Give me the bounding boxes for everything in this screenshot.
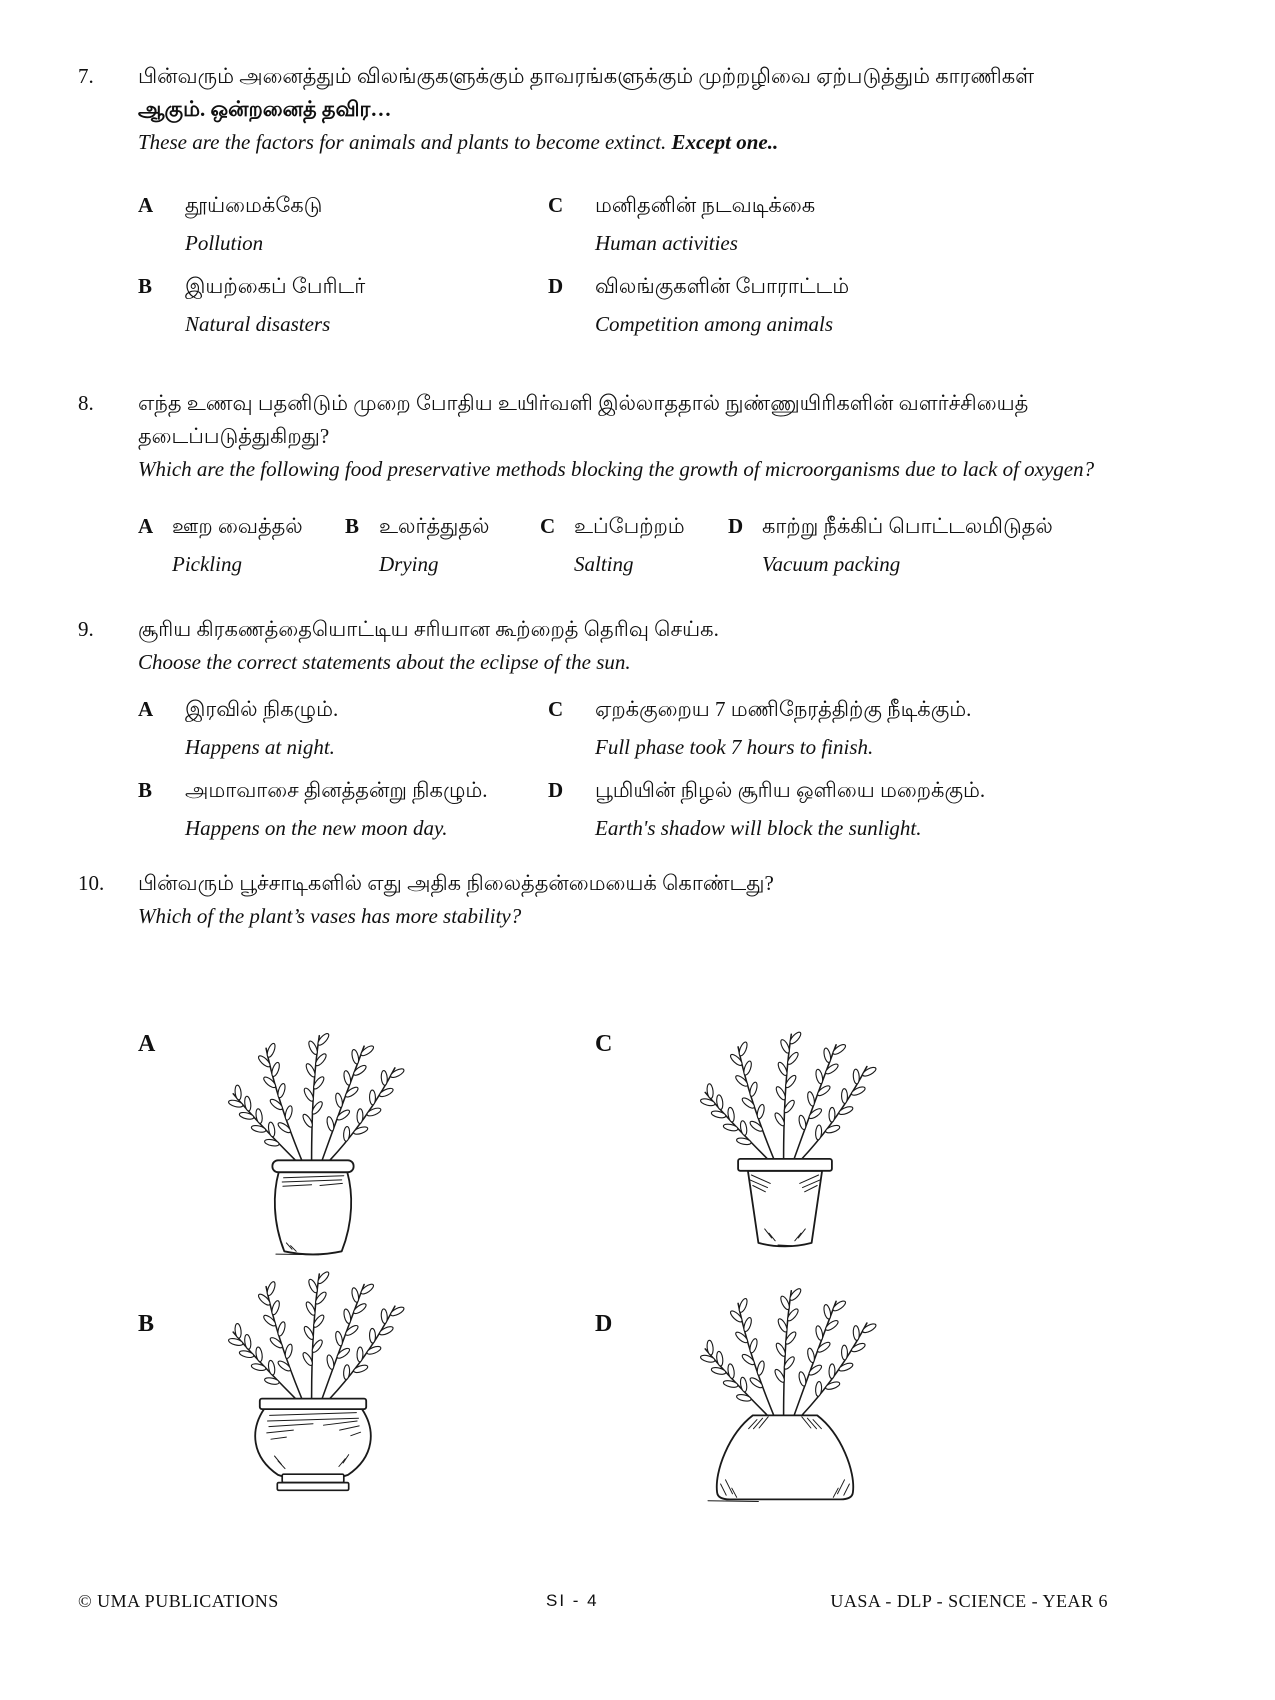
option-9c bbox=[548, 693, 1190, 764]
figure-option-d bbox=[595, 1267, 1190, 1507]
option-8a bbox=[138, 510, 345, 581]
option-english: Vacuum packing bbox=[762, 552, 901, 576]
page-code: SI - 4 bbox=[546, 1591, 599, 1610]
option-tamil: அமாவாசை தினத்தன்று நிகழும். bbox=[185, 778, 488, 802]
plant-in-flower-pot-illustration bbox=[680, 1021, 890, 1259]
option-9d bbox=[548, 774, 1190, 845]
option-letter: A bbox=[138, 697, 154, 721]
option-english: Pollution bbox=[185, 231, 264, 255]
option-tamil: தூய்மைக்கேடு bbox=[185, 193, 323, 217]
figure-letter-b: B bbox=[138, 1311, 155, 1337]
question-8-options bbox=[138, 510, 1190, 581]
figure-letter-a: A bbox=[138, 1031, 156, 1057]
option-english: Full phase took 7 hours to finish. bbox=[595, 735, 874, 759]
option-tamil: உலர்த்துதல் bbox=[379, 514, 490, 538]
option-tamil: பூமியின் நிழல் சூரிய ஒளியை மறைக்கும். bbox=[595, 778, 986, 802]
paper-title: UASA - DLP - SCIENCE - YEAR 6 bbox=[830, 1591, 1108, 1611]
option-tamil: இரவில் நிகழும். bbox=[185, 697, 339, 721]
page-footer bbox=[78, 1591, 1108, 1612]
option-letter: A bbox=[138, 193, 154, 217]
option-tamil: உப்பேற்றம் bbox=[574, 514, 685, 538]
plant-in-round-bowl-illustration bbox=[208, 1267, 418, 1505]
option-7c bbox=[548, 189, 1190, 260]
option-tamil: இயற்கைப் பேரிடர் bbox=[185, 274, 366, 298]
option-7b bbox=[138, 270, 548, 341]
question-10 bbox=[78, 867, 1190, 1507]
option-9a bbox=[138, 693, 548, 764]
question-7-options bbox=[138, 189, 1190, 341]
option-tamil: விலங்குகளின் போராட்டம் bbox=[595, 274, 850, 298]
option-letter: B bbox=[138, 274, 153, 298]
option-tamil: ஊற வைத்தல் bbox=[172, 514, 303, 538]
figure-option-a bbox=[138, 1021, 595, 1261]
question-7-english-bold: Except one.. bbox=[671, 130, 779, 154]
option-7a bbox=[138, 189, 548, 260]
plant-in-tall-narrow-jar-illustration bbox=[208, 1021, 418, 1259]
question-9-english: Choose the correct statements about the eclipse of the sun. bbox=[138, 650, 631, 674]
question-8-english: Which are the following food preservative methods blocking the growth of microorganisms due to lack of oxygen? bbox=[138, 457, 1095, 481]
question-10-figures bbox=[138, 1021, 1190, 1507]
question-9-number: 9. bbox=[78, 617, 94, 641]
option-9b bbox=[138, 774, 548, 845]
option-english: Human activities bbox=[595, 231, 738, 255]
question-8 bbox=[78, 387, 1190, 581]
question-7 bbox=[78, 60, 1190, 341]
figure-option-c bbox=[595, 1021, 1190, 1261]
option-letter: C bbox=[548, 697, 564, 721]
option-tamil: காற்று நீக்கிப் பொட்டலமிடுதல் bbox=[762, 514, 1053, 538]
option-english: Competition among animals bbox=[595, 312, 834, 336]
plant-in-wide-base-planter-illustration bbox=[680, 1267, 890, 1505]
question-7-tamil-line2: ஆகும். ஒன்றனைத் தவிர… bbox=[138, 97, 392, 121]
publisher-credit: © UMA PUBLICATIONS bbox=[78, 1591, 279, 1611]
option-english: Happens on the new moon day. bbox=[185, 816, 448, 840]
option-english: Pickling bbox=[172, 552, 242, 576]
option-english: Natural disasters bbox=[185, 312, 331, 336]
option-english: Drying bbox=[379, 552, 439, 576]
question-7-english-normal: These are the factors for animals and plants to become extinct. bbox=[138, 130, 672, 154]
question-9-options bbox=[138, 693, 1190, 845]
option-english: Salting bbox=[574, 552, 634, 576]
question-8-tamil: எந்த உணவு பதனிடும் முறை போதிய உயிர்வளி இல்லாததால் நுண்ணுயிரிகளின் வளர்ச்சியைத் தடைப்படுத்துகிறது? bbox=[138, 391, 1029, 448]
option-letter: A bbox=[138, 514, 154, 538]
option-letter: D bbox=[548, 778, 564, 802]
question-8-number: 8. bbox=[78, 391, 94, 415]
option-tamil: ஏறக்குறைய 7 மணிநேரத்திற்கு நீடிக்கும். bbox=[595, 697, 972, 721]
question-7-english bbox=[138, 126, 1190, 159]
option-tamil: மனிதனின் நடவடிக்கை bbox=[595, 193, 816, 217]
figure-letter-c: C bbox=[595, 1031, 613, 1057]
question-9 bbox=[78, 613, 1190, 845]
option-7d bbox=[548, 270, 1190, 341]
option-8b bbox=[345, 510, 540, 581]
option-8c bbox=[540, 510, 728, 581]
option-letter: C bbox=[548, 193, 564, 217]
question-10-tamil: பின்வரும் பூச்சாடிகளில் எது அதிக நிலைத்தன்மையைக் கொண்டது? bbox=[138, 871, 774, 895]
option-letter: B bbox=[138, 778, 153, 802]
option-english: Happens at night. bbox=[185, 735, 335, 759]
option-letter: D bbox=[548, 274, 564, 298]
question-10-english: Which of the plant’s vases has more stability? bbox=[138, 904, 522, 928]
question-10-number: 10. bbox=[78, 871, 105, 895]
figure-option-b bbox=[138, 1267, 595, 1507]
option-letter: C bbox=[540, 514, 556, 538]
figure-letter-d: D bbox=[595, 1311, 613, 1337]
question-7-tamil-line1: பின்வரும் அனைத்தும் விலங்குகளுக்கும் தாவரங்களுக்கும் முற்றழிவை ஏற்படுத்தும் காரணிகள் bbox=[138, 64, 1035, 88]
option-letter: B bbox=[345, 514, 360, 538]
option-8d bbox=[728, 510, 1190, 581]
question-7-number: 7. bbox=[78, 64, 94, 88]
option-letter: D bbox=[728, 514, 744, 538]
option-english: Earth's shadow will block the sunlight. bbox=[595, 816, 922, 840]
question-9-tamil: சூரிய கிரகணத்தையொட்டிய சரியான கூற்றைத் தெரிவு செய்க. bbox=[138, 617, 719, 641]
